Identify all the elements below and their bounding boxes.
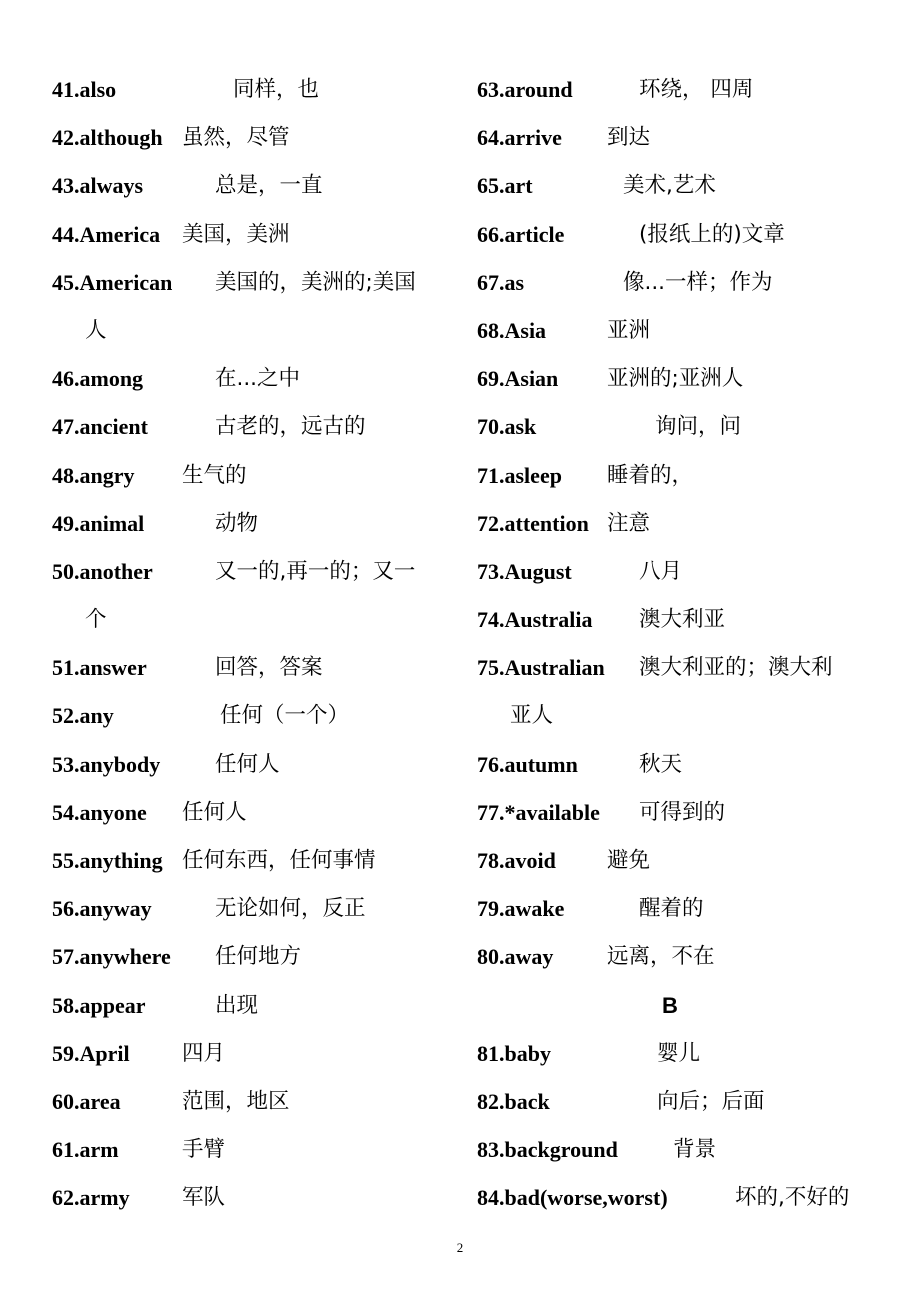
vocab-meaning: 到达 — [607, 125, 651, 151]
vocab-meaning: 任何地方 — [215, 944, 302, 970]
vocab-meaning: (报纸上的)文章 — [639, 221, 785, 247]
vocab-meaning: 古老的，远古的 — [215, 414, 366, 440]
vocab-meaning: 环绕， 四周 — [639, 77, 754, 102]
vocab-word: 81.baby — [477, 1040, 551, 1066]
vocab-meaning: 亚洲 — [607, 317, 651, 343]
vocab-word: 64.arrive — [477, 125, 562, 151]
vocab-meaning: 手臂 — [182, 1137, 226, 1163]
vocab-entry — [477, 259, 897, 307]
vocab-entry — [52, 259, 452, 307]
vocab-word: 78.avoid — [477, 848, 556, 873]
vocab-word: 73.August — [477, 558, 572, 584]
vocab-word: 44.America — [52, 221, 161, 247]
vocab-word: 76.autumn — [477, 751, 578, 777]
vocab-meaning: 总是，一直 — [215, 173, 323, 199]
vocab-meaning: 秋天 — [639, 751, 683, 777]
vocab-word: 47.ancient — [52, 414, 148, 440]
vocab-word: 60.area — [52, 1088, 121, 1114]
vocab-word: 54.anyone — [52, 799, 147, 825]
vocab-meaning: 任何人 — [182, 799, 247, 825]
vocab-word: 57.anywhere — [52, 944, 171, 970]
vocab-meaning: 注意 — [607, 510, 651, 536]
vocab-word: 53.anybody — [52, 751, 161, 777]
vocab-entry — [52, 933, 452, 981]
vocab-entry — [52, 452, 452, 500]
section-heading: B — [662, 992, 678, 1018]
vocab-word: 61.arm — [52, 1137, 119, 1163]
vocab-entry — [477, 1030, 897, 1078]
vocab-continuation-row — [52, 307, 452, 355]
vocab-meaning: 美国，美洲 — [182, 221, 290, 247]
vocab-word: 71.asleep — [477, 462, 562, 488]
vocab-entry — [52, 162, 452, 210]
vocab-meaning: 出现 — [215, 992, 259, 1018]
vocab-word: 62.army — [52, 1185, 130, 1211]
vocab-word: 69.Asian — [477, 366, 559, 392]
vocab-entry — [52, 1126, 452, 1174]
vocab-meaning: 虽然，尽管 — [182, 125, 290, 151]
vocab-meaning: 美国的，美洲的;美国 — [215, 269, 416, 295]
vocab-entry — [477, 162, 897, 210]
vocab-entry — [477, 1174, 897, 1222]
vocab-entry — [477, 1126, 897, 1174]
vocab-meaning: 生气的 — [182, 462, 247, 488]
vocab-meaning: 范围，地区 — [182, 1088, 290, 1114]
vocab-meaning: 可得到的 — [639, 799, 726, 825]
vocab-word: 79.awake — [477, 896, 565, 922]
vocab-word: 83.background — [477, 1137, 618, 1163]
vocab-word: 66.article — [477, 221, 565, 247]
vocab-word: 46.among — [52, 366, 144, 392]
vocab-entry — [477, 644, 897, 692]
vocab-entry — [477, 837, 897, 885]
vocab-meaning: 澳大利亚 — [639, 607, 726, 633]
vocab-word: 68.Asia — [477, 317, 547, 343]
vocab-continuation-row — [477, 692, 897, 740]
vocab-entry — [477, 596, 897, 644]
vocab-entry — [477, 548, 897, 596]
vocab-word: 75.Australian — [477, 655, 605, 681]
vocab-meaning: 任何人 — [215, 751, 280, 777]
vocab-word: 82.back — [477, 1088, 550, 1114]
vocab-entry — [477, 789, 897, 837]
vocab-entry — [52, 114, 452, 162]
vocab-meaning: 背景 — [673, 1137, 717, 1163]
vocab-word: 43.always — [52, 173, 144, 199]
vocab-entry — [52, 1030, 452, 1078]
vocab-meaning: 婴儿 — [657, 1040, 701, 1066]
vocab-entry — [477, 1078, 897, 1126]
vocab-entry — [52, 692, 452, 740]
vocab-meaning: 澳大利亚的；澳大利 — [639, 655, 833, 681]
vocab-meaning: 睡着的， — [607, 462, 694, 488]
vocab-word: 74.Australia — [477, 607, 593, 633]
vocab-word: 65.art — [477, 173, 533, 199]
vocab-meaning: 远离，不在 — [607, 944, 715, 970]
vocab-continuation-row — [52, 596, 452, 644]
vocab-entry — [52, 982, 452, 1030]
vocab-word: 48.angry — [52, 462, 135, 488]
vocab-entry — [52, 644, 452, 692]
vocab-entry — [477, 114, 897, 162]
vocab-entry — [477, 211, 897, 259]
vocab-entry — [477, 66, 897, 114]
vocab-word: 70.ask — [477, 414, 537, 440]
vocab-meaning: 醒着的 — [639, 896, 704, 922]
vocab-meaning: 任何（一个） — [220, 703, 350, 729]
vocab-meaning: 询问，问 — [655, 414, 742, 440]
vocab-meaning: 任何东西，任何事情 — [182, 848, 376, 873]
vocab-entry — [52, 500, 452, 548]
vocab-meaning: 同样，也 — [233, 77, 320, 102]
vocab-meaning: 军队 — [182, 1185, 226, 1211]
meaning-continuation: 亚人 — [510, 703, 554, 729]
vocab-word: 72.attention — [477, 510, 589, 536]
vocab-meaning: 动物 — [215, 510, 259, 536]
vocab-word: 84.bad(worse,worst) — [477, 1185, 668, 1211]
vocab-meaning: 美术,艺术 — [623, 173, 716, 199]
vocab-word: 45.American — [52, 269, 173, 295]
vocab-meaning: 又一的,再一的；又一 — [215, 558, 416, 584]
vocab-word: 58.appear — [52, 992, 146, 1018]
vocab-entry — [477, 885, 897, 933]
vocab-word: 51.answer — [52, 655, 147, 681]
vocab-meaning: 避免 — [607, 848, 651, 873]
vocab-entry — [52, 403, 452, 451]
vocab-entry — [52, 1078, 452, 1126]
vocab-meaning: 亚洲的;亚洲人 — [607, 366, 744, 392]
section-heading-row — [477, 982, 897, 1030]
vocab-entry — [52, 885, 452, 933]
vocab-entry — [52, 211, 452, 259]
vocab-entry — [52, 66, 452, 114]
vocab-meaning: 像...一样；作为 — [623, 269, 773, 295]
vocab-entry — [477, 741, 897, 789]
meaning-continuation: 个 — [85, 607, 107, 633]
vocab-word: 67.as — [477, 269, 525, 295]
vocab-word: 77.*available — [477, 799, 600, 825]
vocab-word: 41.also — [52, 77, 117, 102]
vocab-entry — [52, 789, 452, 837]
vocab-meaning: 坏的,不好的 — [735, 1185, 850, 1211]
vocab-word: 56.anyway — [52, 896, 152, 922]
vocab-entry — [477, 500, 897, 548]
vocab-meaning: 四月 — [182, 1040, 226, 1066]
vocab-entry — [52, 837, 452, 885]
vocab-entry — [477, 355, 897, 403]
left-column — [52, 66, 452, 1223]
vocab-word: 63.around — [477, 77, 573, 102]
vocab-word: 52.any — [52, 703, 114, 729]
vocab-word: 80.away — [477, 944, 554, 970]
vocab-word: 50.another — [52, 558, 153, 584]
vocab-entry — [52, 1174, 452, 1222]
right-column — [477, 66, 897, 1223]
vocab-word: 55.anything — [52, 848, 163, 873]
vocab-word: 42.although — [52, 125, 163, 151]
vocab-entry — [52, 355, 452, 403]
vocab-meaning: 八月 — [639, 558, 683, 584]
vocab-meaning: 在...之中 — [215, 366, 301, 392]
vocab-entry — [52, 548, 452, 596]
vocab-meaning: 向后；后面 — [657, 1088, 765, 1114]
vocab-meaning: 无论如何，反正 — [215, 896, 366, 922]
vocab-meaning: 回答，答案 — [215, 655, 323, 681]
vocab-entry — [52, 741, 452, 789]
vocab-word: 49.animal — [52, 510, 145, 536]
meaning-continuation: 人 — [85, 317, 107, 343]
vocab-entry — [477, 452, 897, 500]
vocab-entry — [477, 933, 897, 981]
vocab-entry — [477, 307, 897, 355]
vocab-entry — [477, 403, 897, 451]
page-number: 2 — [456, 1240, 464, 1255]
vocab-word: 59.April — [52, 1040, 130, 1066]
